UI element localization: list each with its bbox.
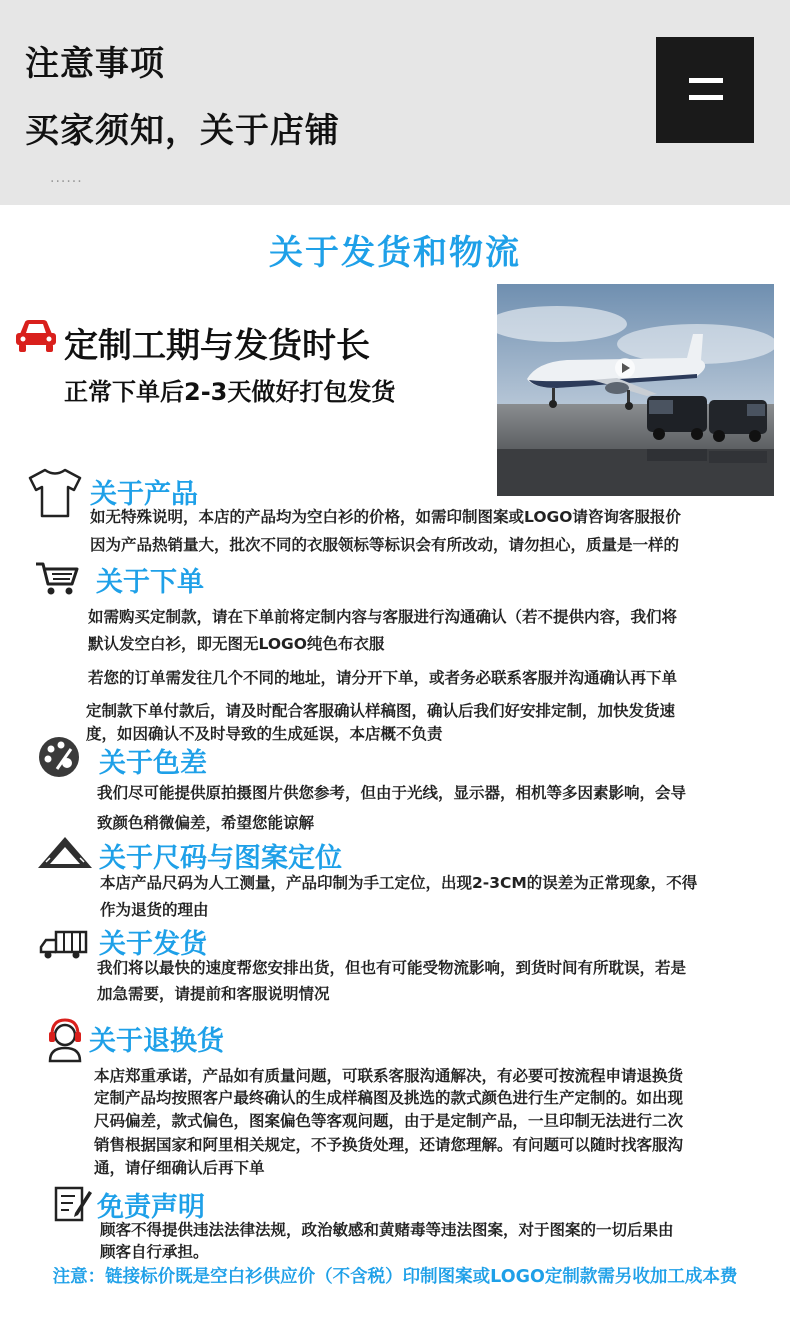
order-line-3: 若您的订单需发往几个不同的地址，请分开下单，或者务必联系客服并沟通确认再下单	[88, 669, 678, 687]
disclaimer-line-1: 顾客不得提供违法法律法规，政治敏感和黄赌毒等违法图案，对于图案的一切后果由	[100, 1221, 674, 1239]
returns-line-2: 定制产品均按照客户最终确认的生成样稿图及挑选的款式颜色进行生产定制的。如出现	[94, 1089, 684, 1107]
airport-photo	[497, 284, 774, 496]
shipping-subtitle: 正常下单后2-3天做好打包发货	[64, 378, 396, 406]
truck-icon	[38, 930, 88, 960]
delivery-line-1: 我们将以最快的速度帮您安排出货，但也有可能受物流影响，到货时间有所耽误，若是	[97, 959, 687, 977]
header-title: 注意事项	[25, 44, 165, 84]
size-heading: 关于尺码与图案定位	[99, 843, 342, 874]
product-line-1: 如无特殊说明，本店的产品均为空白衫的价格，如需印制图案或LOGO请咨询客服报价	[90, 508, 681, 526]
returns-heading: 关于退换货	[89, 1026, 224, 1057]
cart-icon	[34, 560, 80, 598]
returns-line-5: 通，请仔细确认后再下单	[94, 1159, 265, 1177]
color-heading: 关于色差	[99, 748, 207, 779]
ruler-icon	[36, 834, 94, 872]
size-line-1: 本店产品尺码为人工测量，产品印制为手工定位，出现2-3CM的误差为正常现象，不得	[100, 874, 698, 892]
order-line-5: 度，如因确认不及时导致的生成延误，本店概不负责	[86, 725, 443, 743]
delivery-line-2: 加急需要，请提前和客服说明情况	[97, 985, 330, 1003]
color-line-2: 致颜色稍微偏差，希望您能谅解	[97, 814, 315, 832]
header-dots: ......	[50, 170, 83, 186]
order-line-4: 定制款下单付款后，请及时配合客服确认样稿图，确认后我们好安排定制，加快发货速	[86, 702, 676, 720]
document-pen-icon	[53, 1183, 93, 1223]
top-header	[0, 0, 790, 205]
footer-notice: 注意：链接标价既是空白衫供应价（不含税）印制图案或LOGO定制款需另收加工成本费	[52, 1267, 738, 1287]
returns-line-3: 尺码偏差，款式偏色，图案偏色等客观问题，由于是定制产品，一旦印制无法进行二次	[94, 1112, 684, 1130]
color-line-1: 我们尽可能提供原拍摄图片供您参考，但由于光线，显示器，相机等多因素影响，会导	[97, 784, 687, 802]
order-line-1: 如需购买定制款，请在下单前将定制内容与客服进行沟通确认（若不提供内容，我们将	[88, 608, 678, 626]
delivery-heading: 关于发货	[99, 929, 207, 960]
order-line-2: 默认发空白衫，即无图无LOGO纯色布衣服	[88, 635, 385, 653]
returns-line-4: 销售根据国家和阿里相关规定，不予换货处理，还请您理解。有问题可以随时找客服沟	[94, 1136, 684, 1154]
section-title: 关于发货和物流	[269, 233, 521, 273]
headset-icon	[46, 1017, 84, 1063]
palette-icon	[37, 735, 81, 779]
size-line-2: 作为退货的理由	[100, 901, 209, 919]
car-icon	[14, 316, 58, 356]
tshirt-icon	[27, 467, 83, 519]
product-line-2: 因为产品热销量大，批次不同的衣服领标等标识会有所改动，请勿担心，质量是一样的	[90, 536, 680, 554]
header-subtitle: 买家须知，关于店铺	[25, 111, 340, 151]
disclaimer-line-2: 顾客自行承担。	[100, 1243, 209, 1261]
product-heading: 关于产品	[90, 479, 198, 510]
order-heading: 关于下单	[96, 567, 204, 598]
returns-line-1: 本店郑重承诺，产品如有质量问题，可联系客服沟通解决，有必要可按流程申请退换货	[94, 1067, 684, 1085]
menu-button[interactable]	[656, 37, 754, 143]
shipping-title: 定制工期与发货时长	[64, 326, 370, 366]
disclaimer-heading: 免责声明	[97, 1192, 205, 1223]
